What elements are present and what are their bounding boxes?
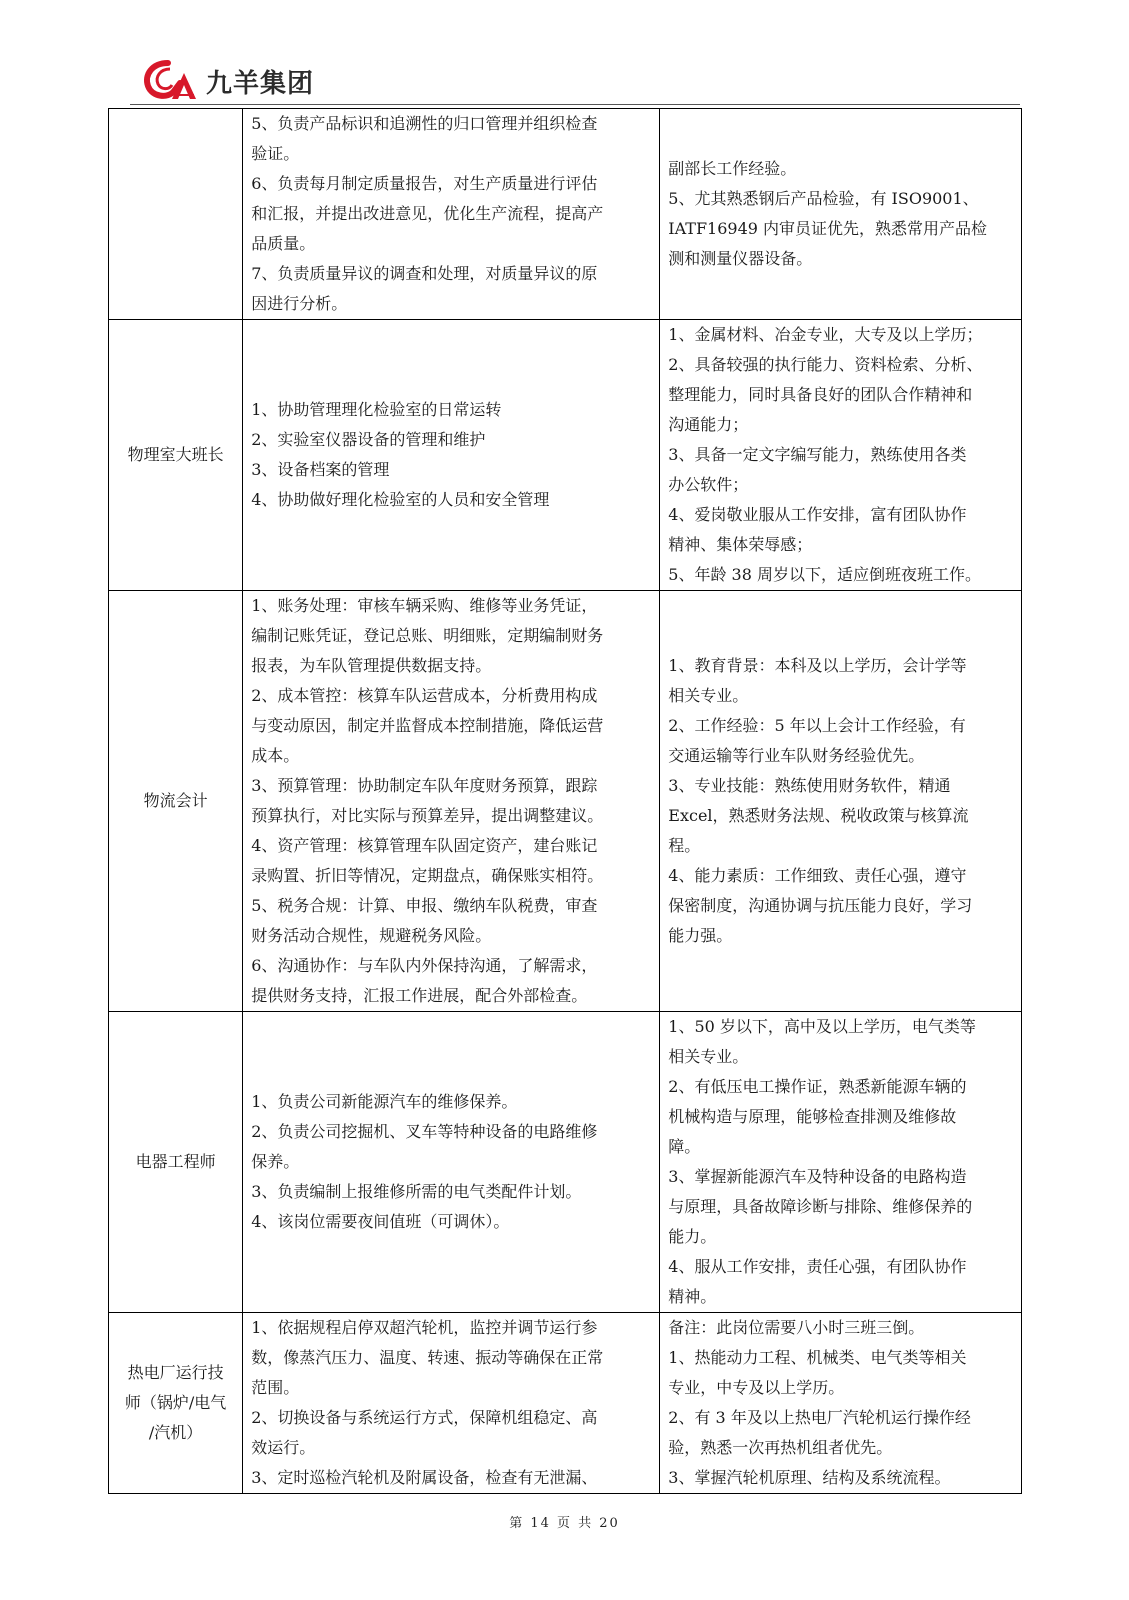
position-cell [109, 1313, 243, 1494]
requirement-line: 1、教育背景：本科及以上学历，会计学等 [668, 656, 967, 675]
duty-line: 报表，为车队管理提供数据支持。 [251, 656, 492, 675]
duty-line: 2、实验室仪器设备的管理和维护 [251, 430, 486, 449]
requirement-line: 精神。 [668, 1287, 717, 1306]
company-name: 九羊集团 [206, 69, 315, 99]
requirements-cell [660, 320, 1022, 591]
requirement-line: 机械构造与原理，能够检查排测及维修故 [668, 1107, 957, 1126]
duty-line: 3、负责编制上报维修所需的电气类配件计划。 [251, 1182, 582, 1201]
duty-line: 3、预算管理：协助制定车队年度财务预算，跟踪 [251, 776, 598, 795]
requirement-line: 能力强。 [668, 926, 733, 945]
requirement-line: 4、能力素质：工作细致、责任心强，遵守 [668, 866, 967, 885]
duty-line: 1、账务处理：审核车辆采购、维修等业务凭证， [251, 596, 598, 615]
position-cell [109, 1012, 243, 1313]
requirement-line: 整理能力，同时具备良好的团队合作精神和 [668, 385, 973, 404]
duty-line: 6、沟通协作：与车队内外保持沟通，了解需求， [251, 956, 598, 975]
requirement-line: 2、工作经验：5 年以上会计工作经验，有 [668, 716, 966, 735]
requirement-line: 4、服从工作安排，责任心强，有团队协作 [668, 1257, 967, 1276]
requirement-line: 2、有 3 年及以上热电厂汽轮机运行操作经 [668, 1408, 971, 1427]
duties-cell [243, 1012, 660, 1313]
requirement-line: 相关专业。 [668, 1047, 749, 1066]
requirement-line: IATF16949 内审员证优先，熟悉常用产品检 [668, 219, 988, 238]
duty-line: 和汇报，并提出改进意见，优化生产流程，提高产 [251, 204, 604, 223]
header-divider [130, 104, 1020, 105]
duty-line: 6、负责每月制定质量报告，对生产质量进行评估 [251, 174, 598, 193]
duty-line: 4、协助做好理化检验室的人员和安全管理 [251, 490, 550, 509]
requirement-line: 精神、集体荣辱感； [668, 535, 813, 554]
table-row [109, 109, 1022, 320]
requirement-line: 副部长工作经验。 [668, 159, 797, 178]
table-row [109, 1313, 1022, 1494]
duty-line: 因进行分析。 [251, 294, 348, 313]
duty-line: 2、成本管控：核算车队运营成本，分析费用构成 [251, 686, 598, 705]
requirements-cell [660, 591, 1022, 1012]
requirement-line: 4、爱岗敬业服从工作安排，富有团队协作 [668, 505, 967, 524]
duty-line: 1、负责公司新能源汽车的维修保养。 [251, 1092, 518, 1111]
duties-cell [243, 109, 660, 320]
requirement-line: 相关专业。 [668, 686, 749, 705]
requirement-line: 办公软件； [668, 475, 749, 494]
requirement-line: 备注：此岗位需要八小时三班三倒。 [668, 1318, 925, 1337]
requirements-cell [660, 109, 1022, 320]
duty-line: 数，像蒸汽压力、温度、转速、振动等确保在正常 [251, 1348, 604, 1367]
duty-line: 5、税务合规：计算、申报、缴纳车队税费，审查 [251, 896, 598, 915]
table-row [109, 591, 1022, 1012]
duty-line: 成本。 [251, 746, 300, 765]
requirement-line: 能力。 [668, 1227, 717, 1246]
requirement-line: 障。 [668, 1137, 701, 1156]
position-name: 物理室大班长 [127, 445, 224, 464]
duty-line: 保养。 [251, 1152, 300, 1171]
duty-line: 与变动原因，制定并监督成本控制措施，降低运营 [251, 716, 604, 735]
duty-line: 品质量。 [251, 234, 316, 253]
requirement-line: 2、具备较强的执行能力、资料检索、分析、 [668, 355, 983, 374]
duty-line: 编制记账凭证，登记总账、明细账，定期编制财务 [251, 626, 604, 645]
duty-line: 7、负责质量异议的调查和处理，对质量异议的原 [251, 264, 598, 283]
duty-line: 范围。 [251, 1378, 300, 1397]
position-name: /汽机） [148, 1423, 203, 1442]
duty-line: 4、资产管理：核算管理车队固定资产，建台账记 [251, 836, 598, 855]
duty-line: 预算执行，对比实际与预算差异，提出调整建议。 [251, 806, 604, 825]
requirement-line: 2、有低压电工操作证，熟悉新能源车辆的 [668, 1077, 967, 1096]
position-name: 电器工程师 [135, 1152, 216, 1171]
duty-line: 1、协助管理理化检验室的日常运转 [251, 400, 502, 419]
duty-line: 2、切换设备与系统运行方式，保障机组稳定、高 [251, 1408, 598, 1427]
requirements-cell [660, 1012, 1022, 1313]
position-cell [109, 109, 243, 320]
requirement-line: 5、尤其熟悉钢后产品检验，有 ISO9001、 [668, 189, 979, 208]
requirement-line: 程。 [668, 836, 701, 855]
requirement-line: 与原理，具备故障诊断与排除、维修保养的 [668, 1197, 973, 1216]
requirement-line: 1、热能动力工程、机械类、电气类等相关 [668, 1348, 967, 1367]
requirement-line: 3、专业技能：熟练使用财务软件，精通 [668, 776, 951, 795]
requirements-cell [660, 1313, 1022, 1494]
duty-line: 4、该岗位需要夜间值班（可调休）。 [251, 1212, 510, 1231]
position-cell [109, 591, 243, 1012]
requirement-line: 3、掌握新能源汽车及特种设备的电路构造 [668, 1167, 967, 1186]
duties-cell [243, 591, 660, 1012]
requirement-line: 1、金属材料、冶金专业，大专及以上学历； [668, 325, 983, 344]
duty-line: 3、设备档案的管理 [251, 460, 390, 479]
requirement-line: Excel，熟悉财务法规、税收政策与核算流 [668, 806, 969, 825]
requirement-line: 5、年龄 38 周岁以下，适应倒班夜班工作。 [668, 565, 981, 584]
table-row [109, 320, 1022, 591]
requirement-line: 3、掌握汽轮机原理、结构及系统流程。 [668, 1468, 951, 1487]
duty-line: 验证。 [251, 144, 300, 163]
duty-line: 3、定时巡检汽轮机及附属设备，检查有无泄漏、 [251, 1468, 598, 1487]
requirement-line: 3、具备一定文字编写能力，熟练使用各类 [668, 445, 967, 464]
requirement-line: 验，熟悉一次再热机组者优先。 [668, 1438, 893, 1457]
requirement-line: 专业，中专及以上学历。 [668, 1378, 845, 1397]
requirement-line: 保密制度，沟通协调与抗压能力良好，学习 [668, 896, 973, 915]
position-name: 热电厂运行技 [127, 1363, 224, 1382]
requirement-line: 测和测量仪器设备。 [668, 249, 813, 268]
duty-line: 效运行。 [251, 1438, 316, 1457]
table-row [109, 1012, 1022, 1313]
duty-line: 1、依据规程启停双超汽轮机，监控并调节运行参 [251, 1318, 598, 1337]
position-name: 物流会计 [143, 791, 208, 810]
position-cell [109, 320, 243, 591]
duty-line: 提供财务支持，汇报工作进展，配合外部检查。 [251, 986, 588, 1005]
job-table [108, 108, 1022, 1494]
duty-line: 财务活动合规性，规避税务风险。 [251, 926, 492, 945]
page-header [140, 55, 540, 105]
requirement-line: 交通运输等行业车队财务经验优先。 [668, 746, 925, 765]
position-name: 师（锅炉/电气 [124, 1393, 227, 1412]
duty-line: 录购置、折旧等情况，定期盘点，确保账实相符。 [251, 866, 604, 885]
company-logo-icon [140, 55, 200, 105]
requirement-line: 1、50 岁以下，高中及以上学历，电气类等 [668, 1017, 976, 1036]
duty-line: 5、负责产品标识和追溯性的归口管理并组织检查 [251, 114, 598, 133]
duties-cell [243, 320, 660, 591]
requirement-line: 沟通能力； [668, 415, 749, 434]
duty-line: 2、负责公司挖掘机、叉车等特种设备的电路维修 [251, 1122, 598, 1141]
page-number: 第 14 页 共 20 [509, 1516, 620, 1531]
duties-cell [243, 1313, 660, 1494]
